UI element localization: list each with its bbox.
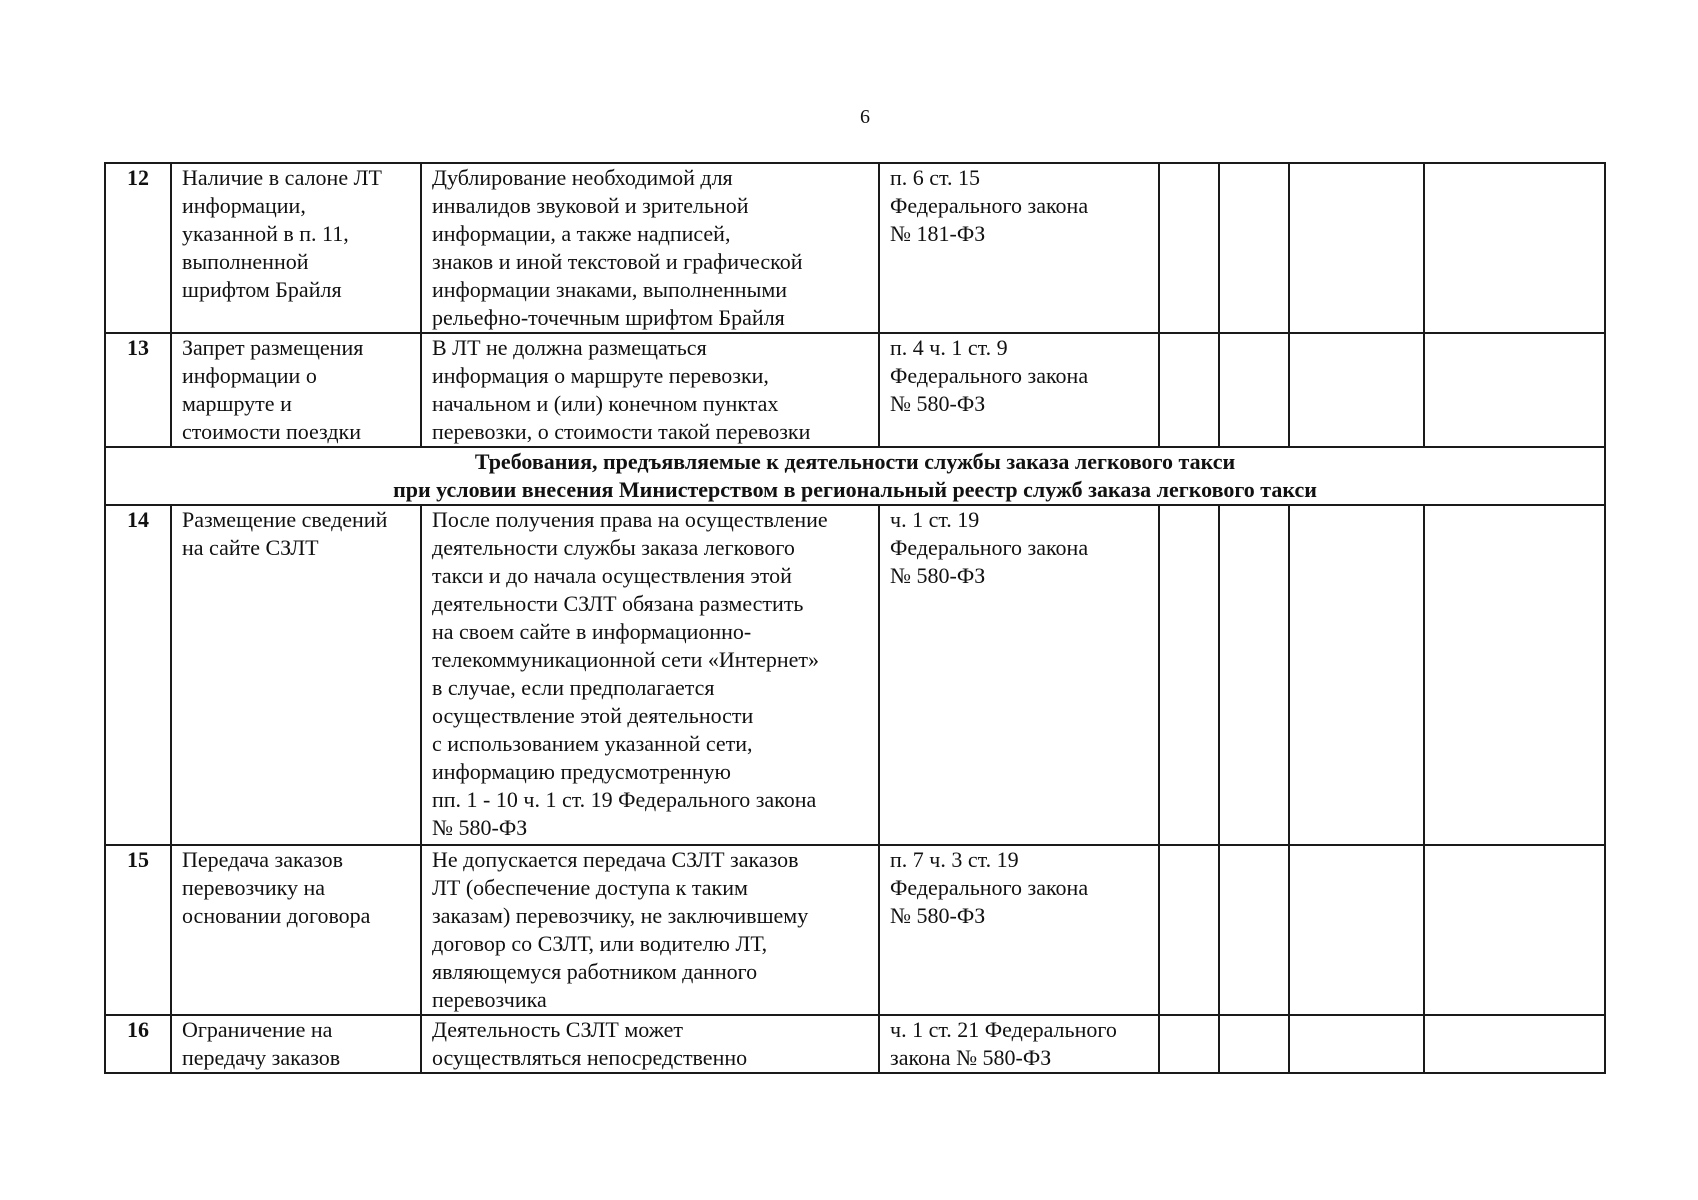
description-line: с использованием указанной сети, [432,731,753,756]
empty-cell [1289,1015,1424,1073]
description-cell [421,1015,879,1073]
requirement-line: информации о [182,363,317,388]
description-line: являющемуся работником данного [432,959,758,984]
description-line: деятельности службы заказа легкового [432,535,795,560]
law-reference-line: п. 6 ст. 15 [890,165,980,190]
description-line: информация о маршруте перевозки, [432,363,769,388]
empty-cell [1219,505,1289,845]
law-reference-line: ч. 1 ст. 21 Федерального [890,1017,1117,1042]
description-line: рельефно-точечным шрифтом Брайля [432,305,785,330]
description-line: знаков и иной текстовой и графической [432,249,803,274]
empty-cell [1159,333,1219,447]
law-reference-cell [879,505,1159,845]
row-number: 14 [105,505,171,845]
requirement-cell [171,1015,421,1073]
law-reference-line: № 580-ФЗ [890,563,986,588]
law-reference-line: Федерального закона [890,193,1089,218]
description-line: информацию предусмотренную [432,759,731,784]
requirement-line: стоимости поездки [182,419,362,444]
requirements-table [104,162,1606,1074]
description-line: на своем сайте в информационно- [432,619,752,644]
requirement-cell [171,163,421,333]
empty-cell [1159,163,1219,333]
requirement-line: Размещение сведений [182,507,388,532]
description-line: ЛТ (обеспечение доступа к таким [432,875,748,900]
description-cell [421,163,879,333]
table-row [105,1015,1605,1073]
requirement-line: выполненной [182,249,309,274]
law-reference-line: Федерального закона [890,535,1089,560]
requirement-line: передачу заказов [182,1045,341,1070]
law-reference-cell [879,163,1159,333]
empty-cell [1159,505,1219,845]
section-header-line: Требования, предъявляемые к деятельности службы заказа легкового такси [474,449,1236,474]
description-line: осуществляться непосредственно [432,1045,748,1070]
requirement-line: указанной в п. 11, [182,221,349,246]
row-number: 15 [105,845,171,1015]
law-reference-line: ч. 1 ст. 19 [890,507,980,532]
requirement-line: перевозчику на [182,875,326,900]
requirement-line: основании договора [182,903,371,928]
law-reference-line: п. 7 ч. 3 ст. 19 [890,847,1019,872]
empty-cell [1424,1015,1605,1073]
law-reference-line: закона № 580-ФЗ [890,1045,1052,1070]
law-reference-cell [879,333,1159,447]
law-reference-line: п. 4 ч. 1 ст. 9 [890,335,1008,360]
requirement-line: Ограничение на [182,1017,333,1042]
empty-cell [1219,845,1289,1015]
empty-cell [1289,333,1424,447]
description-line: № 580-ФЗ [432,815,528,840]
table-row [105,333,1605,447]
requirement-line: на сайте СЗЛТ [182,535,319,560]
requirement-line: маршруте и [182,391,292,416]
description-line: заказам) перевозчику, не заключившему [432,903,809,928]
empty-cell [1424,333,1605,447]
requirement-line: шрифтом Брайля [182,277,342,302]
requirement-line: информации, [182,193,306,218]
description-line: перевозки, о стоимости такой перевозки [432,419,811,444]
requirement-cell [171,845,421,1015]
description-line: начальном и (или) конечном пунктах [432,391,779,416]
description-cell [421,333,879,447]
requirement-line: Передача заказов [182,847,344,872]
requirement-line: Запрет размещения [182,335,364,360]
law-reference-line: № 181-ФЗ [890,221,986,246]
row-number: 13 [105,333,171,447]
description-line: пп. 1 - 10 ч. 1 ст. 19 Федерального закона [432,787,817,812]
empty-cell [1424,505,1605,845]
description-line: Деятельность СЗЛТ может [432,1017,684,1042]
law-reference-cell [879,1015,1159,1073]
description-line: деятельности СЗЛТ обязана разместить [432,591,804,616]
law-reference-line: № 580-ФЗ [890,903,986,928]
table-row [105,505,1605,845]
table-body [105,163,1605,1073]
law-reference-line: Федерального закона [890,875,1089,900]
description-line: После получения права на осуществление [432,507,828,532]
description-line: телекоммуникационной сети «Интернет» [432,647,820,672]
law-reference-line: № 580-ФЗ [890,391,986,416]
law-reference-cell [879,845,1159,1015]
section-header [105,447,1605,505]
description-line: информации знаками, выполненными [432,277,788,302]
empty-cell [1159,845,1219,1015]
empty-cell [1289,845,1424,1015]
description-line: перевозчика [432,987,547,1012]
table-row [105,163,1605,333]
empty-cell [1424,845,1605,1015]
empty-cell [1289,163,1424,333]
description-cell [421,505,879,845]
empty-cell [1289,505,1424,845]
row-number: 12 [105,163,171,333]
table-row [105,845,1605,1015]
description-cell [421,845,879,1015]
empty-cell [1219,1015,1289,1073]
empty-cell [1219,163,1289,333]
description-line: Не допускается передача СЗЛТ заказов [432,847,799,872]
empty-cell [1424,163,1605,333]
page-number: 6 [860,106,870,128]
description-line: информации, а также надписей, [432,221,731,246]
law-reference-line: Федерального закона [890,363,1089,388]
description-line: такси и до начала осуществления этой [432,563,792,588]
description-line: В ЛТ не должна размещаться [432,335,707,360]
description-line: осуществление этой деятельности [432,703,754,728]
requirement-cell [171,505,421,845]
row-number: 16 [105,1015,171,1073]
empty-cell [1159,1015,1219,1073]
section-header-line: при условии внесения Министерством в региональный реестр служб заказа легкового такси [393,477,1317,502]
description-line: инвалидов звуковой и зрительной [432,193,749,218]
description-line: Дублирование необходимой для [432,165,733,190]
requirement-line: Наличие в салоне ЛТ [182,165,382,190]
description-line: договор со СЗЛТ, или водителю ЛТ, [432,931,768,956]
description-line: в случае, если предполагается [432,675,715,700]
section-header-row [105,447,1605,505]
empty-cell [1219,333,1289,447]
requirement-cell [171,333,421,447]
